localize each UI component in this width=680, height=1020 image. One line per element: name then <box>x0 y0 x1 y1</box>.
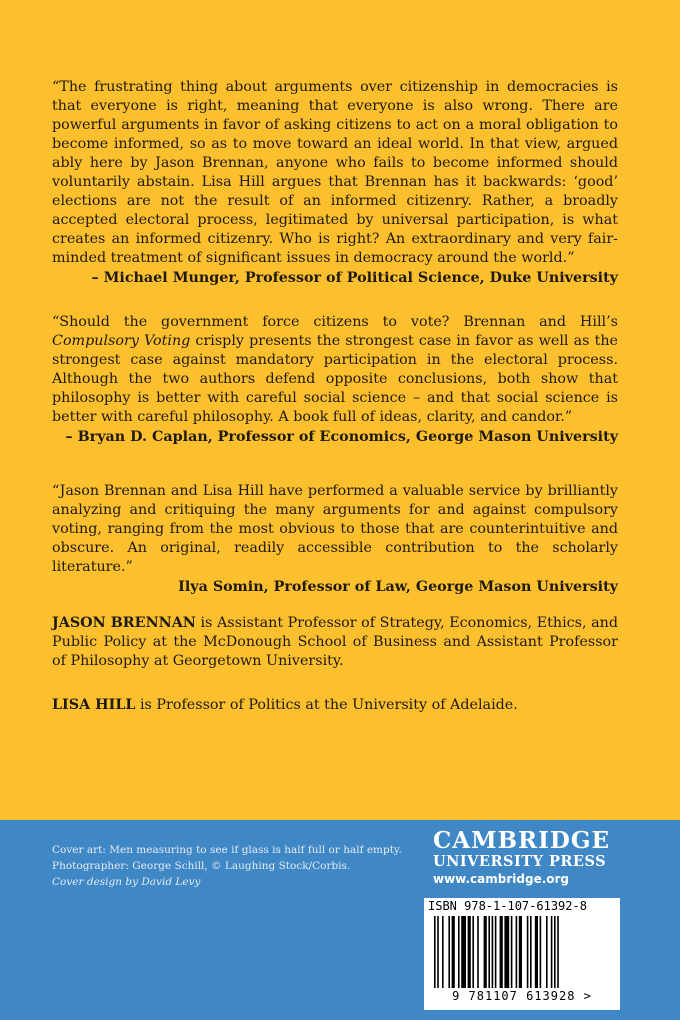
blurb-quote: “Jason Brennan and Lisa Hill have performed a valuable service by brilliantly analyzing and critiquing the many arguments for and against compulsory voting, ranging from the most obvious to those that are counterintuitive and obscure. An original, readily accessible contribution to the scholarly literature.” <box>52 483 618 575</box>
blurb-attribution: – Bryan D. Caplan, Professor of Economics, George Mason University <box>65 429 618 445</box>
barcode-bar <box>468 916 471 988</box>
cover-design-credit: Cover design by David Levy <box>52 876 201 888</box>
book-title: Compulsory Voting <box>52 333 191 349</box>
barcode-bar <box>519 916 522 988</box>
blurb-quote-cont: crisply presents the strongest case in favor as well as the strongest case against mandatory participation in the electoral process. Although the two authors defend opposite conclusions, both show that philosophy is better with careful social science – and that social science is better with careful philosophy. A book full of ideas, clarity, and candor.” <box>52 333 618 425</box>
barcode-bar <box>557 916 559 988</box>
publisher-url: www.cambridge.org <box>433 872 570 886</box>
barcode-digits: 9 781107 613928 > <box>452 989 592 1003</box>
barcode-bar <box>500 916 503 988</box>
barcode-bar <box>477 916 479 988</box>
blurb-attribution: – Michael Munger, Professor of Political Science, Duke University <box>91 270 618 286</box>
barcode-bar <box>511 916 513 988</box>
publisher-name-line1: CAMBRIDGE <box>433 827 611 854</box>
barcode-bar <box>495 916 497 988</box>
barcode-bar <box>442 916 444 988</box>
barcode-bar <box>472 916 474 988</box>
publisher-logo <box>433 828 623 887</box>
cover-credits <box>52 842 402 890</box>
blurb-munger <box>52 78 618 288</box>
barcode-bar <box>437 916 439 988</box>
barcode-bar <box>554 916 556 988</box>
barcode-bar <box>484 916 487 988</box>
barcode-bar <box>488 916 490 988</box>
blurb-quote: “The frustrating thing about arguments over citizenship in democracies is that everyone is right, meaning that everyone is also wrong. There are powerful arguments in favor of asking citizens to act on a moral obligation to become informed, so as to move toward an ideal world. In that view, argued ably here by Jason Brennan, anyone who fails to become informed should voluntarily abstain. Lisa Hill argues that Brennan has it backwards: ‘good’ elections are not the result of an informed citizenry. Rather, a broadly accepted electoral process, legitimated by universal participation, is what creates an informed citizenry. Who is right? An extraordinary and very fair-minded treatment of significant issues in democracy around the world.” <box>52 79 618 266</box>
barcode-bar <box>492 916 494 988</box>
author-name: LISA HILL <box>52 697 136 713</box>
barcode-bar <box>530 916 532 988</box>
author-bio: is Assistant Professor of Strategy, Economics, Ethics, and Public Policy at the McDonough School of Business and Assistant Professor of Philosophy at Georgetown University. <box>52 615 619 669</box>
bio-brennan <box>52 614 618 671</box>
blurb-text <box>52 78 618 268</box>
barcode-bar <box>535 916 538 988</box>
barcode-bar <box>452 916 455 988</box>
barcode-bar <box>448 916 450 988</box>
blurb-text <box>52 482 618 577</box>
barcode-bar <box>540 916 542 988</box>
blurb-attribution: Ilya Somin, Professor of Law, George Mason University <box>178 579 618 595</box>
barcode-bars <box>434 916 610 988</box>
isbn-label: ISBN 978-1-107-61392-8 <box>428 899 587 913</box>
cover-art-credit: Cover art: Men measuring to see if glass is half full or half empty. Photographer: George Schill, © Laughing Stock/Corbis. <box>52 844 402 872</box>
barcode-bar <box>458 916 460 988</box>
barcode-bar <box>434 916 436 988</box>
author-bio: is Professor of Politics at the University of Adelaide. <box>135 697 518 713</box>
barcode-bar <box>546 916 548 988</box>
blurb-caplan <box>52 313 618 447</box>
blurb-text <box>52 313 618 427</box>
barcode <box>424 898 620 1010</box>
barcode-bar <box>551 916 553 988</box>
barcode-bar <box>516 916 518 988</box>
barcode-bar <box>527 916 529 988</box>
blurb-somin <box>52 482 618 597</box>
barcode-bar <box>461 916 466 988</box>
publisher-name-line2: UNIVERSITY PRESS <box>433 853 607 870</box>
blurb-quote: “Should the government force citizens to vote? Brennan and Hill’s <box>52 314 618 330</box>
barcode-bar <box>504 916 509 988</box>
author-name: JASON BRENNAN <box>52 615 196 631</box>
bio-hill <box>52 696 618 715</box>
